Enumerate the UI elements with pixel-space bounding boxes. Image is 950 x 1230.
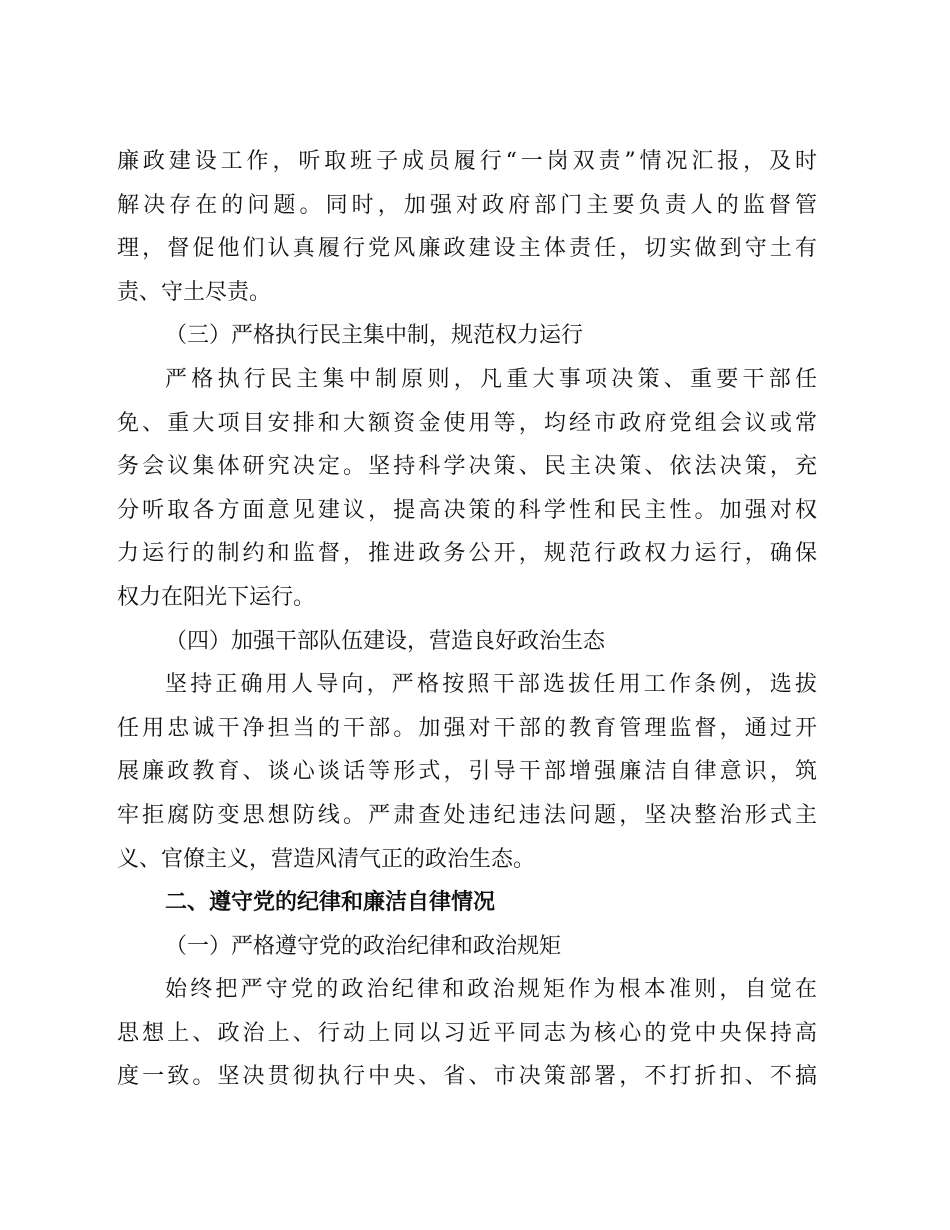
body-line: 权力在阳光下运行。 <box>117 584 316 610</box>
body-line: 廉政建设工作，听取班子成员履行“一岗双责”情况汇报，及时 <box>117 149 817 174</box>
body-line: 始终把严守党的政治纪律和政治规矩作为根本准则，自觉在 <box>165 977 817 1003</box>
body-line: 展廉政教育、谈心谈话等形式，引导干部增强廉洁自律意识，筑 <box>117 759 817 785</box>
section-heading-4: （四）加强干部队伍建设，营造良好政治生态 <box>165 628 606 654</box>
body-line: 理，督促他们认真履行党风廉政建设主体责任，切实做到守土有 <box>117 236 817 262</box>
body-line: 责、守土尽责。 <box>117 279 272 305</box>
body-line: 度一致。坚决贯彻执行中央、省、市决策部署，不打折扣、不搞 <box>117 1064 817 1090</box>
body-line: 务会议集体研究决定。坚持科学决策、民主决策、依法决策，充 <box>117 454 817 480</box>
body-line: 牢拒腐防变思想防线。严肃查处违纪违法问题，坚决整治形式主 <box>117 802 817 828</box>
body-line: 严格执行民主集中制原则，凡重大事项决策、重要干部任 <box>165 366 817 392</box>
section-heading-1: （一）严格遵守党的政治纪律和政治规矩 <box>165 933 562 959</box>
section-heading-3: （三）严格执行民主集中制，规范权力运行 <box>165 323 584 349</box>
document-body <box>117 140 817 1099</box>
body-line: 解决存在的问题。同时，加强对政府部门主要负责人的监督管 <box>117 192 817 218</box>
body-line: 坚持正确用人导向，严格按照干部选拔任用工作条例，选拔 <box>165 672 817 698</box>
body-line: 义、官僚主义，营造风清气正的政治生态。 <box>117 846 536 872</box>
chapter-heading-2: 二、遵守党的纪律和廉洁自律情况 <box>165 890 496 916</box>
body-line: 免、重大项目安排和大额资金使用等，均经市政府党组会议或常 <box>117 410 817 436</box>
body-line: 思想上、政治上、行动上同以习近平同志为核心的党中央保持高 <box>117 1020 817 1046</box>
body-line: 力运行的制约和监督，推进政务公开，规范行政权力运行，确保 <box>117 541 817 567</box>
body-line: 分听取各方面意见建议，提高决策的科学性和民主性。加强对权 <box>117 497 817 523</box>
body-line: 任用忠诚干净担当的干部。加强对干部的教育管理监督，通过开 <box>117 715 817 741</box>
